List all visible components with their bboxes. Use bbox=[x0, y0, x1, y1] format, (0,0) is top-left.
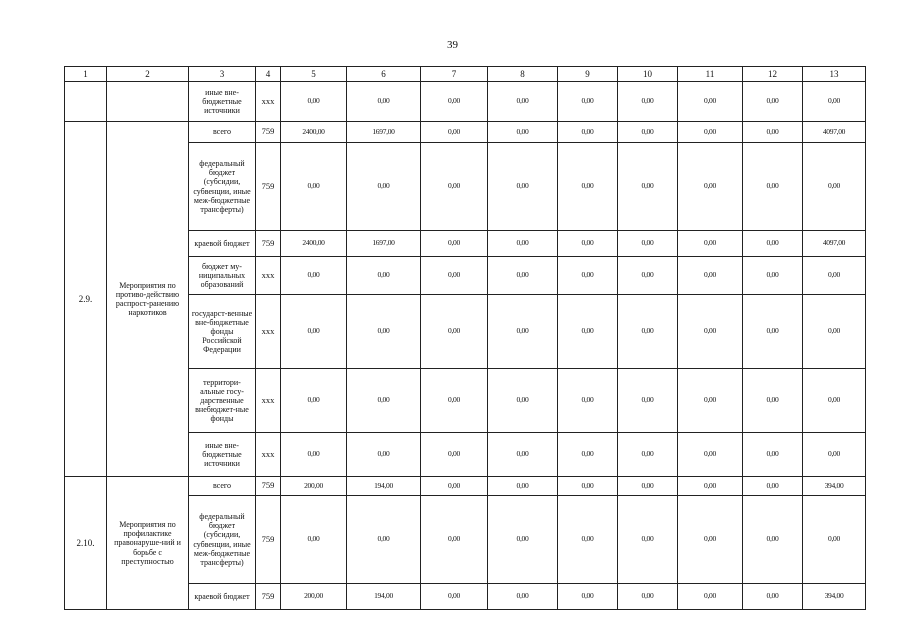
value-cell: 0,00 bbox=[421, 477, 488, 496]
value-cell: 0,00 bbox=[678, 231, 743, 257]
value-cell: 0,00 bbox=[421, 584, 488, 610]
value-cell: 0,00 bbox=[421, 433, 488, 477]
column-header: 13 bbox=[803, 67, 866, 82]
value-cell: 0,00 bbox=[347, 295, 421, 369]
value-cell: 4097,00 bbox=[803, 122, 866, 143]
code-cell: 759 bbox=[256, 122, 281, 143]
value-cell: 0,00 bbox=[678, 122, 743, 143]
value-cell: 0,00 bbox=[488, 257, 558, 295]
column-header: 10 bbox=[618, 67, 678, 82]
value-cell: 0,00 bbox=[488, 295, 558, 369]
column-header: 6 bbox=[347, 67, 421, 82]
value-cell: 0,00 bbox=[743, 477, 803, 496]
value-cell: 0,00 bbox=[488, 584, 558, 610]
value-cell: 0,00 bbox=[281, 257, 347, 295]
value-cell: 0,00 bbox=[421, 143, 488, 231]
table-row bbox=[65, 82, 866, 122]
value-cell: 0,00 bbox=[558, 584, 618, 610]
value-cell: 0,00 bbox=[421, 82, 488, 122]
value-cell: 0,00 bbox=[618, 143, 678, 231]
funding-source-cell: государст-венные вне-бюджетные фонды Российской Федерации bbox=[189, 295, 256, 369]
code-cell: 759 bbox=[256, 496, 281, 584]
value-cell: 394,00 bbox=[803, 584, 866, 610]
value-cell: 0,00 bbox=[281, 433, 347, 477]
funding-source-cell: бюджет му-ниципальных образований bbox=[189, 257, 256, 295]
column-header: 2 bbox=[107, 67, 189, 82]
value-cell: 0,00 bbox=[618, 295, 678, 369]
funding-source-cell: иные вне-бюджетные источники bbox=[189, 82, 256, 122]
funding-source-cell: федеральный бюджет (субсидии, субвенции, иные меж-бюджетные трансферты) bbox=[189, 143, 256, 231]
column-header: 7 bbox=[421, 67, 488, 82]
value-cell: 0,00 bbox=[803, 82, 866, 122]
value-cell: 0,00 bbox=[558, 433, 618, 477]
value-cell: 0,00 bbox=[421, 231, 488, 257]
value-cell: 0,00 bbox=[743, 82, 803, 122]
item-number: 2.10. bbox=[65, 477, 107, 610]
value-cell: 0,00 bbox=[488, 433, 558, 477]
value-cell: 0,00 bbox=[678, 584, 743, 610]
code-cell: ххх bbox=[256, 295, 281, 369]
code-cell: ххх bbox=[256, 257, 281, 295]
value-cell: 0,00 bbox=[618, 369, 678, 433]
value-cell: 0,00 bbox=[558, 143, 618, 231]
value-cell: 0,00 bbox=[618, 231, 678, 257]
value-cell: 0,00 bbox=[743, 231, 803, 257]
code-cell: 759 bbox=[256, 231, 281, 257]
value-cell: 0,00 bbox=[347, 257, 421, 295]
value-cell: 0,00 bbox=[488, 231, 558, 257]
code-cell: ххх bbox=[256, 433, 281, 477]
column-header: 4 bbox=[256, 67, 281, 82]
value-cell: 194,00 bbox=[347, 477, 421, 496]
value-cell: 0,00 bbox=[678, 257, 743, 295]
number-cell bbox=[65, 82, 107, 122]
value-cell: 0,00 bbox=[421, 496, 488, 584]
value-cell: 0,00 bbox=[558, 369, 618, 433]
column-header: 12 bbox=[743, 67, 803, 82]
code-cell: 759 bbox=[256, 584, 281, 610]
value-cell: 0,00 bbox=[281, 143, 347, 231]
value-cell: 0,00 bbox=[281, 82, 347, 122]
value-cell: 0,00 bbox=[678, 295, 743, 369]
funding-source-cell: иные вне-бюджетные источники bbox=[189, 433, 256, 477]
value-cell: 0,00 bbox=[618, 82, 678, 122]
event-cell bbox=[107, 82, 189, 122]
code-cell: ххх bbox=[256, 369, 281, 433]
code-cell: 759 bbox=[256, 477, 281, 496]
value-cell: 0,00 bbox=[347, 143, 421, 231]
value-cell: 0,00 bbox=[803, 257, 866, 295]
event-title: Мероприятия по профилактике правонаруше-ний и борьбе с преступностью bbox=[107, 477, 189, 610]
value-cell: 2400,00 bbox=[281, 231, 347, 257]
value-cell: 0,00 bbox=[558, 82, 618, 122]
value-cell: 0,00 bbox=[803, 369, 866, 433]
value-cell: 0,00 bbox=[618, 257, 678, 295]
value-cell: 0,00 bbox=[558, 496, 618, 584]
value-cell: 1697,00 bbox=[347, 231, 421, 257]
header-row bbox=[65, 67, 866, 82]
value-cell: 0,00 bbox=[743, 496, 803, 584]
value-cell: 0,00 bbox=[558, 295, 618, 369]
value-cell: 0,00 bbox=[347, 496, 421, 584]
funding-source-cell: всего bbox=[189, 122, 256, 143]
funding-source-cell: территори-альные госу-дарственные внебюджет-ные фонды bbox=[189, 369, 256, 433]
value-cell: 0,00 bbox=[488, 122, 558, 143]
value-cell: 394,00 bbox=[803, 477, 866, 496]
value-cell: 0,00 bbox=[618, 477, 678, 496]
funding-source-cell: краевой бюджет bbox=[189, 584, 256, 610]
funding-source-cell: краевой бюджет bbox=[189, 231, 256, 257]
value-cell: 0,00 bbox=[347, 82, 421, 122]
value-cell: 0,00 bbox=[558, 257, 618, 295]
value-cell: 0,00 bbox=[558, 477, 618, 496]
page-number: 39 bbox=[447, 39, 458, 51]
value-cell: 0,00 bbox=[803, 295, 866, 369]
value-cell: 0,00 bbox=[488, 143, 558, 231]
value-cell: 0,00 bbox=[803, 143, 866, 231]
funding-source-cell: всего bbox=[189, 477, 256, 496]
value-cell: 0,00 bbox=[678, 433, 743, 477]
value-cell: 0,00 bbox=[421, 257, 488, 295]
value-cell: 194,00 bbox=[347, 584, 421, 610]
value-cell: 0,00 bbox=[743, 584, 803, 610]
value-cell: 0,00 bbox=[803, 433, 866, 477]
value-cell: 0,00 bbox=[421, 369, 488, 433]
value-cell: 200,00 bbox=[281, 477, 347, 496]
value-cell: 0,00 bbox=[488, 496, 558, 584]
value-cell: 1697,00 bbox=[347, 122, 421, 143]
value-cell: 2400,00 bbox=[281, 122, 347, 143]
value-cell: 0,00 bbox=[743, 122, 803, 143]
column-header: 9 bbox=[558, 67, 618, 82]
value-cell: 0,00 bbox=[281, 295, 347, 369]
column-header: 11 bbox=[678, 67, 743, 82]
column-header: 3 bbox=[189, 67, 256, 82]
code-cell: ххх bbox=[256, 82, 281, 122]
value-cell: 0,00 bbox=[281, 496, 347, 584]
value-cell: 0,00 bbox=[803, 496, 866, 584]
table-row bbox=[65, 122, 866, 143]
funding-source-cell: федеральный бюджет (субсидии, субвенции, иные меж-бюджетные трансферты) bbox=[189, 496, 256, 584]
value-cell: 0,00 bbox=[678, 82, 743, 122]
value-cell: 0,00 bbox=[421, 122, 488, 143]
budget-table bbox=[64, 66, 866, 610]
value-cell: 0,00 bbox=[488, 82, 558, 122]
value-cell: 0,00 bbox=[678, 143, 743, 231]
value-cell: 0,00 bbox=[618, 122, 678, 143]
value-cell: 0,00 bbox=[558, 122, 618, 143]
value-cell: 0,00 bbox=[743, 143, 803, 231]
value-cell: 0,00 bbox=[678, 369, 743, 433]
value-cell: 0,00 bbox=[743, 433, 803, 477]
value-cell: 0,00 bbox=[281, 369, 347, 433]
value-cell: 0,00 bbox=[421, 295, 488, 369]
value-cell: 0,00 bbox=[618, 496, 678, 584]
value-cell: 0,00 bbox=[558, 231, 618, 257]
value-cell: 200,00 bbox=[281, 584, 347, 610]
column-header: 5 bbox=[281, 67, 347, 82]
value-cell: 0,00 bbox=[488, 369, 558, 433]
value-cell: 0,00 bbox=[743, 257, 803, 295]
value-cell: 4097,00 bbox=[803, 231, 866, 257]
value-cell: 0,00 bbox=[347, 433, 421, 477]
value-cell: 0,00 bbox=[743, 295, 803, 369]
value-cell: 0,00 bbox=[488, 477, 558, 496]
value-cell: 0,00 bbox=[743, 369, 803, 433]
event-title: Мероприятия по противо-действию распрост-ранению наркотиков bbox=[107, 122, 189, 477]
value-cell: 0,00 bbox=[678, 477, 743, 496]
column-header: 8 bbox=[488, 67, 558, 82]
value-cell: 0,00 bbox=[618, 433, 678, 477]
column-header: 1 bbox=[65, 67, 107, 82]
table-row bbox=[65, 477, 866, 496]
item-number: 2.9. bbox=[65, 122, 107, 477]
value-cell: 0,00 bbox=[678, 496, 743, 584]
value-cell: 0,00 bbox=[618, 584, 678, 610]
value-cell: 0,00 bbox=[347, 369, 421, 433]
code-cell: 759 bbox=[256, 143, 281, 231]
